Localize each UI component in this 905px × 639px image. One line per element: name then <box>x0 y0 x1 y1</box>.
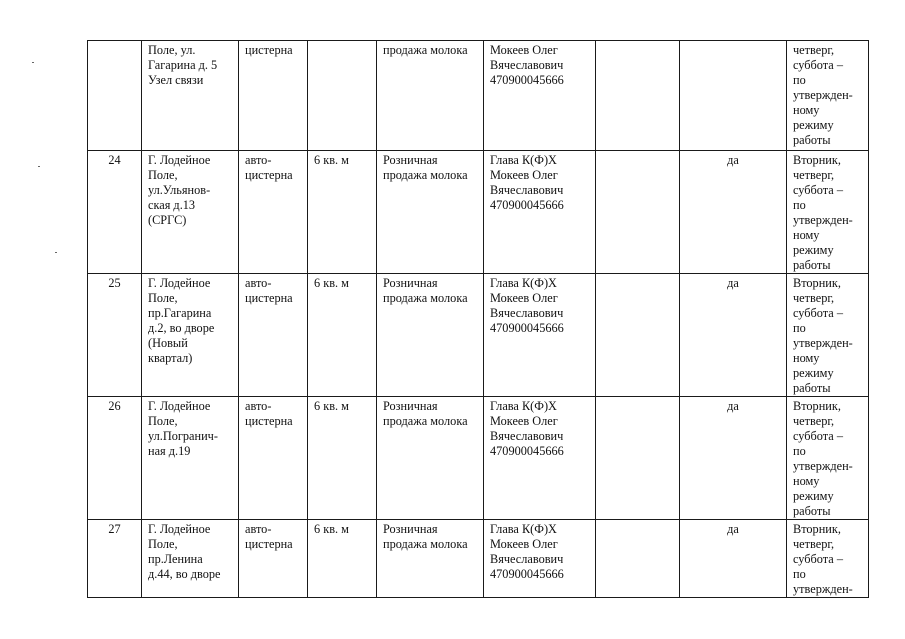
activity-cell: Розничная продажа молока <box>377 520 484 598</box>
owner-cell: Мокеев Олег Вячеславович 470900045666 <box>484 41 596 151</box>
address-cell: Г. Лодейное Поле, пр.Ленина д.44, во дворе <box>142 520 239 598</box>
flag-cell: да <box>680 151 787 274</box>
table-row <box>88 274 869 397</box>
flag-cell <box>680 41 787 151</box>
activity-cell: Розничная продажа молока <box>377 397 484 520</box>
object-type-cell: цистерна <box>239 41 308 151</box>
address-cell: Поле, ул. Гагарина д. 5 Узел связи <box>142 41 239 151</box>
empty-cell <box>596 520 680 598</box>
flag-cell: да <box>680 520 787 598</box>
area-cell <box>308 41 377 151</box>
scan-speck <box>38 166 40 167</box>
empty-cell <box>596 151 680 274</box>
row-number-cell: 26 <box>88 397 142 520</box>
activity-cell: Розничная продажа молока <box>377 151 484 274</box>
object-type-cell: авто- цистерна <box>239 151 308 274</box>
owner-cell: Глава К(Ф)Х Мокеев Олег Вячеславович 470900045666 <box>484 274 596 397</box>
table-row <box>88 520 869 598</box>
empty-cell <box>596 274 680 397</box>
area-cell: 6 кв. м <box>308 397 377 520</box>
flag-cell: да <box>680 274 787 397</box>
schedule-cell: четверг, суббота – по утвержден- ному режиму работы <box>787 41 869 151</box>
empty-cell <box>596 397 680 520</box>
activity-cell: продажа молока <box>377 41 484 151</box>
trade-places-table <box>87 40 869 598</box>
row-number-cell: 24 <box>88 151 142 274</box>
owner-cell: Глава К(Ф)Х Мокеев Олег Вячеславович 470900045666 <box>484 520 596 598</box>
owner-cell: Глава К(Ф)Х Мокеев Олег Вячеславович 470900045666 <box>484 151 596 274</box>
scan-speck <box>55 252 57 253</box>
table-row <box>88 151 869 274</box>
address-cell: Г. Лодейное Поле, пр.Гагарина д.2, во дворе (Новый квартал) <box>142 274 239 397</box>
row-number-cell: 25 <box>88 274 142 397</box>
object-type-cell: авто- цистерна <box>239 397 308 520</box>
schedule-cell: Вторник, четверг, суббота – по утвержден- ному режиму работы <box>787 397 869 520</box>
schedule-cell: Вторник, четверг, суббота – по утвержден- ному режиму работы <box>787 151 869 274</box>
table-row <box>88 397 869 520</box>
activity-cell: Розничная продажа молока <box>377 274 484 397</box>
flag-cell: да <box>680 397 787 520</box>
schedule-cell: Вторник, четверг, суббота – по утвержден- ному режиму работы <box>787 274 869 397</box>
scan-speck <box>32 62 34 63</box>
address-cell: Г. Лодейное Поле, ул.Погранич- ная д.19 <box>142 397 239 520</box>
row-number-cell <box>88 41 142 151</box>
table-row <box>88 41 869 151</box>
area-cell: 6 кв. м <box>308 151 377 274</box>
address-cell: Г. Лодейное Поле, ул.Ульянов- ская д.13 (СРГС) <box>142 151 239 274</box>
area-cell: 6 кв. м <box>308 520 377 598</box>
owner-cell: Глава К(Ф)Х Мокеев Олег Вячеславович 470900045666 <box>484 397 596 520</box>
area-cell: 6 кв. м <box>308 274 377 397</box>
row-number-cell: 27 <box>88 520 142 598</box>
schedule-cell: Вторник, четверг, суббота – по утвержден- <box>787 520 869 598</box>
empty-cell <box>596 41 680 151</box>
object-type-cell: авто- цистерна <box>239 274 308 397</box>
object-type-cell: авто- цистерна <box>239 520 308 598</box>
